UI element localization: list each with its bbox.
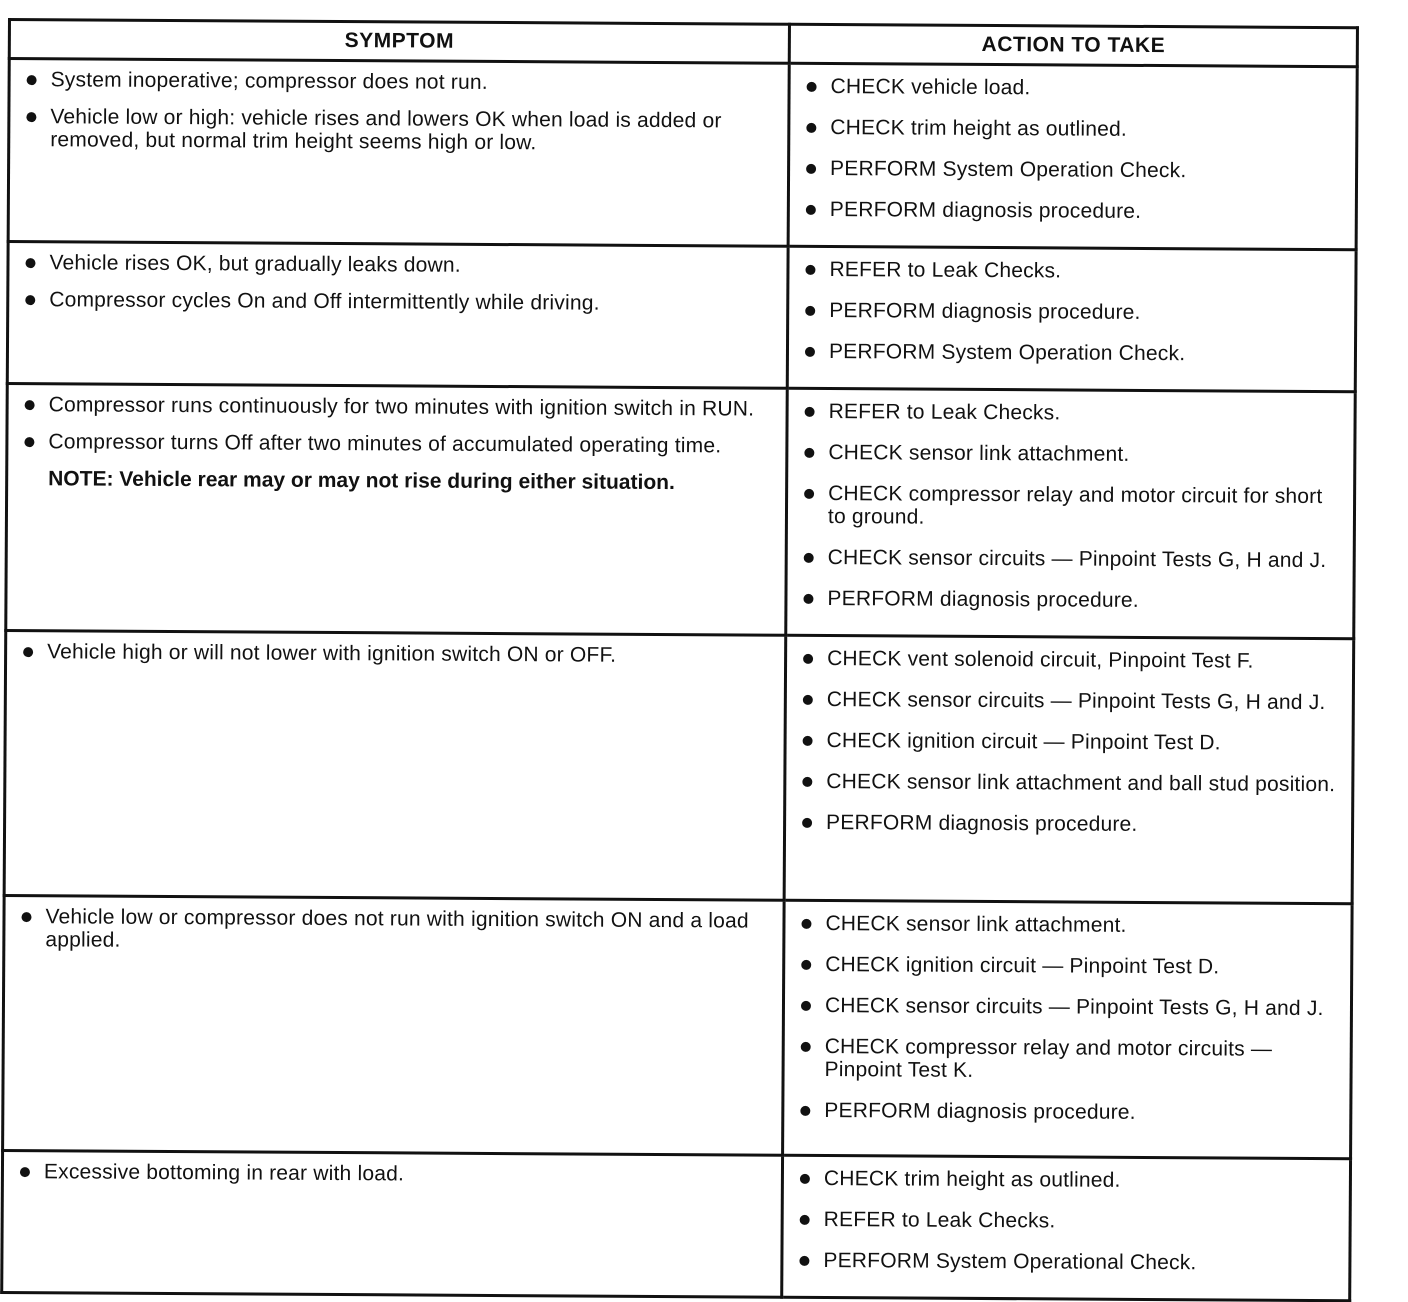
symptom-text: Compressor runs continuously for two minutes with ignition switch in RUN. [48, 393, 755, 421]
bullet-icon [25, 295, 35, 305]
action-item [796, 1099, 1341, 1125]
bullet-icon [801, 919, 811, 929]
bullet-icon [801, 1001, 811, 1011]
symptom-note: NOTE: Vehicle rear may or may not rise during either situation. [48, 467, 675, 495]
action-item [801, 299, 1346, 325]
bullet-icon [805, 306, 815, 316]
bullet-icon [806, 123, 816, 133]
action-item [798, 811, 1343, 837]
bullet-icon [804, 553, 814, 563]
bullet-icon [805, 347, 815, 357]
action-text: PERFORM diagnosis procedure. [824, 1099, 1136, 1124]
bullet-icon [803, 695, 813, 705]
symptom-text: System inoperative; compressor does not run. [50, 68, 488, 94]
action-item [796, 1208, 1341, 1234]
action-text: CHECK sensor circuits — Pinpoint Tests G, H and J. [824, 994, 1324, 1021]
action-cell [784, 635, 1354, 903]
symptom-item [21, 393, 778, 421]
bullet-icon [803, 594, 813, 604]
action-item [795, 1249, 1340, 1275]
action-text: REFER to Leak Checks. [828, 400, 1061, 425]
action-list [796, 912, 1342, 1125]
symptom-text: Vehicle low or high: vehicle rises and lowers OK when load is added or removed, but normal trim height seems high or low. [50, 105, 722, 155]
action-text: CHECK compressor relay and motor circuits — Pinpoint Test K. [824, 1035, 1273, 1082]
symptom-list [22, 68, 779, 156]
symptom-text: Compressor turns Off after two minutes of accumulated operating time. [48, 430, 722, 458]
action-item [800, 441, 1345, 467]
action-text: PERFORM System Operation Check. [830, 157, 1187, 183]
bullet-icon [24, 437, 34, 447]
symptom-text: Vehicle rises OK, but gradually leaks down. [49, 251, 461, 277]
action-cell [788, 63, 1357, 249]
bullet-icon [807, 82, 817, 92]
table-row [6, 384, 1355, 639]
action-text: CHECK sensor circuits — Pinpoint Tests G, H and J. [826, 688, 1326, 715]
action-item [798, 770, 1343, 796]
action-text: CHECK vehicle load. [830, 75, 1031, 100]
symptom-text: Excessive bottoming in rear with load. [43, 1160, 405, 1186]
symptom-cell [2, 1150, 783, 1297]
bullet-icon [800, 1106, 810, 1116]
action-item [797, 912, 1342, 938]
symptom-list [20, 393, 777, 458]
table-row [3, 895, 1353, 1158]
action-text: PERFORM diagnosis procedure. [829, 198, 1142, 223]
symptom-cell [8, 59, 789, 247]
bullet-icon [25, 400, 35, 410]
action-text: PERFORM System Operation Check. [828, 340, 1186, 366]
symptom-list [19, 640, 776, 668]
bullet-icon [26, 112, 36, 122]
action-item [797, 953, 1342, 979]
action-header: ACTION TO TAKE [789, 24, 1357, 66]
action-text: PERFORM System Operational Check. [823, 1249, 1197, 1275]
symptom-text: Vehicle high or will not lower with ignition switch ON or OFF. [47, 640, 617, 667]
bullet-icon [803, 654, 813, 664]
symptom-cell [4, 630, 786, 900]
symptom-list [17, 905, 774, 956]
action-item [801, 400, 1346, 426]
action-text: CHECK ignition circuit — Pinpoint Test D. [826, 729, 1221, 755]
bullet-icon [21, 912, 31, 922]
table-body [2, 59, 1358, 1301]
bullet-icon [804, 489, 814, 499]
action-item [801, 340, 1346, 366]
bullet-icon [20, 1167, 30, 1177]
action-item [801, 258, 1346, 284]
action-item [799, 587, 1344, 613]
action-cell [787, 246, 1356, 391]
action-text: CHECK sensor circuits — Pinpoint Tests G, H and J. [827, 546, 1327, 573]
action-text: PERFORM diagnosis procedure. [827, 587, 1139, 612]
bullet-icon [23, 647, 33, 657]
symptom-header: SYMPTOM [9, 20, 789, 64]
bullet-icon [805, 265, 815, 275]
action-list [802, 75, 1348, 224]
bullet-icon [800, 1174, 810, 1184]
table-row [8, 59, 1357, 250]
action-item [800, 482, 1345, 531]
action-item [799, 647, 1344, 673]
bullet-icon [806, 164, 816, 174]
symptom-list [21, 251, 778, 316]
action-text: PERFORM diagnosis procedure. [829, 299, 1141, 324]
table-row [7, 242, 1356, 392]
action-text: CHECK sensor link attachment. [828, 441, 1130, 466]
action-item [802, 157, 1347, 183]
bullet-icon [800, 1215, 810, 1225]
action-item [803, 75, 1348, 101]
action-text: CHECK trim height as outlined. [823, 1167, 1121, 1192]
action-text: PERFORM diagnosis procedure. [826, 811, 1138, 836]
action-list [799, 400, 1345, 613]
action-item [799, 688, 1344, 714]
symptom-cell [3, 895, 785, 1155]
bullet-icon [801, 1042, 811, 1052]
symptom-item [21, 288, 778, 316]
bullet-icon [804, 448, 814, 458]
symptom-item [19, 640, 776, 668]
symptom-cell [6, 384, 787, 636]
action-cell [782, 1155, 1351, 1300]
action-text: CHECK compressor relay and motor circuit for short to ground. [827, 482, 1323, 529]
symptom-item [21, 251, 778, 279]
symptom-text: Vehicle low or compressor does not run with ignition switch ON and a load applied. [45, 905, 749, 952]
symptom-cell [7, 242, 788, 389]
action-text: CHECK trim height as outlined. [830, 116, 1128, 141]
action-item [802, 116, 1347, 142]
bullet-icon [806, 205, 816, 215]
action-text: CHECK vent solenoid circuit, Pinpoint Test F. [827, 647, 1254, 673]
action-list [795, 1167, 1341, 1275]
action-item [799, 729, 1344, 755]
action-text: REFER to Leak Checks. [829, 258, 1062, 283]
action-item [797, 994, 1342, 1020]
action-list [798, 647, 1344, 837]
table-row [2, 1150, 1351, 1300]
action-cell [786, 388, 1355, 638]
action-item [796, 1167, 1341, 1193]
symptom-item [16, 1160, 773, 1188]
table-row [4, 630, 1354, 903]
action-text: CHECK ignition circuit — Pinpoint Test D. [825, 953, 1220, 979]
diagnosis-chart [0, 18, 1356, 1275]
bullet-icon [799, 1256, 809, 1266]
bullet-icon [805, 407, 815, 417]
bullet-icon [802, 777, 812, 787]
symptom-item [20, 430, 777, 458]
action-item [797, 1035, 1342, 1084]
action-item [802, 198, 1347, 224]
bullet-icon [25, 258, 35, 268]
action-list [801, 258, 1347, 366]
bullet-icon [27, 75, 37, 85]
symptom-text: Compressor cycles On and Off intermittently while driving. [49, 288, 600, 315]
action-cell [783, 900, 1353, 1158]
symptom-item [17, 905, 774, 956]
bullet-icon [801, 960, 811, 970]
symptom-action-table [0, 18, 1359, 1302]
action-item [800, 546, 1345, 572]
symptom-item [23, 68, 780, 96]
symptom-item [22, 105, 779, 156]
action-text: CHECK sensor link attachment and ball stud position. [826, 770, 1336, 797]
bullet-icon [802, 818, 812, 828]
bullet-icon [803, 736, 813, 746]
action-text: REFER to Leak Checks. [823, 1208, 1056, 1233]
symptom-list [16, 1160, 773, 1188]
action-text: CHECK sensor link attachment. [825, 912, 1127, 937]
